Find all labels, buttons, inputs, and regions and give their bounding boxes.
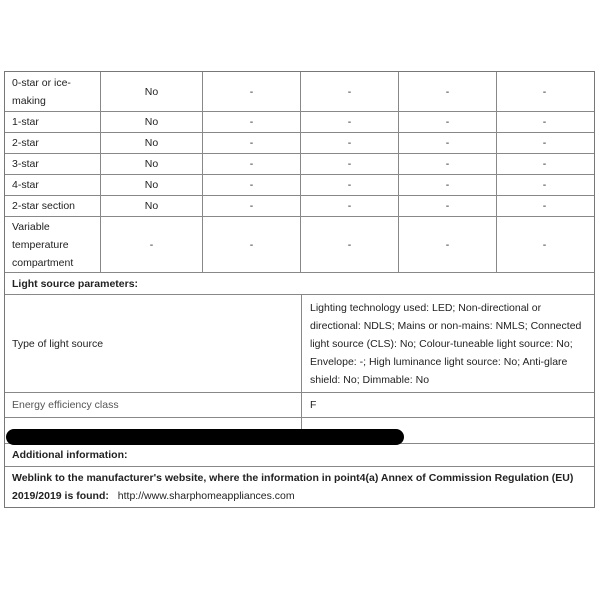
data-cell: -	[399, 112, 497, 132]
data-cell: -	[301, 175, 399, 195]
additional-information-heading: Additional information:	[12, 449, 128, 461]
table-row	[5, 393, 594, 418]
compartment-label: 0-star or ice-making	[5, 72, 101, 111]
data-cell: -	[301, 217, 399, 272]
table-row	[5, 133, 594, 154]
section-heading-row	[5, 444, 594, 467]
light-source-heading: Light source parameters:	[12, 277, 139, 290]
compartment-label: 2-star section	[5, 196, 101, 216]
compartment-value: No	[101, 154, 203, 174]
data-cell: -	[203, 196, 301, 216]
compartment-label: 4-star	[5, 175, 101, 195]
data-cell: -	[542, 238, 547, 251]
compartment-label: 1-star	[5, 112, 101, 132]
data-cell: -	[203, 175, 301, 195]
data-cell: -	[203, 217, 301, 272]
compartment-label: 2-star	[5, 133, 101, 153]
type-of-light-source-label: Type of light source	[5, 295, 302, 392]
weblink-cell	[5, 467, 594, 507]
table-row	[5, 217, 594, 273]
data-cell: -	[542, 137, 547, 149]
data-cell: -	[203, 112, 301, 132]
data-cell: -	[301, 196, 399, 216]
table-row	[5, 175, 594, 196]
compartment-value: -	[101, 217, 203, 272]
data-cell: -	[301, 112, 399, 132]
compartment-value: No	[101, 112, 203, 132]
data-cell: -	[203, 72, 301, 111]
compartment-label: 3-star	[5, 154, 101, 174]
table-row	[5, 112, 594, 133]
compartment-value: No	[101, 133, 203, 153]
weblink-description: Weblink to the manufacturer's website, where the information in point4(a) Annex of Commission Regulation (EU) 2019/2019 is found:	[12, 472, 574, 502]
compartment-value: No	[101, 72, 203, 111]
data-cell: -	[203, 133, 301, 153]
redaction-bar	[6, 429, 404, 445]
type-of-light-source-value: Lighting technology used: LED; Non-directional or directional: NDLS; Mains or non-mains: NMLS; Connected light source (CLS): No; Colour-tuneable light source: No; Envelope: -; High luminance light source: No; Anti-glare shield: No; Dimmable: No	[310, 301, 582, 386]
data-cell: -	[542, 116, 547, 128]
data-cell: -	[399, 72, 497, 111]
data-cell: -	[301, 133, 399, 153]
table-row	[5, 72, 594, 112]
data-cell: -	[399, 217, 497, 272]
data-cell: -	[542, 85, 547, 98]
data-cell: -	[399, 154, 497, 174]
data-cell: -	[203, 154, 301, 174]
manufacturer-url-link[interactable]: http://www.sharphomeappliances.com	[117, 490, 295, 502]
data-cell: -	[542, 158, 547, 170]
energy-efficiency-value: F	[310, 399, 317, 411]
table-row	[5, 196, 594, 217]
energy-efficiency-label: Energy efficiency class	[5, 393, 302, 417]
data-cell: -	[399, 196, 497, 216]
data-cell: -	[301, 154, 399, 174]
section-heading-row	[5, 273, 594, 295]
table-row	[5, 154, 594, 175]
table-row	[5, 467, 594, 507]
data-cell: -	[399, 175, 497, 195]
data-cell: -	[399, 133, 497, 153]
table-row	[5, 295, 594, 393]
compartment-label: Variable temperature compartment	[5, 217, 101, 272]
data-cell: -	[542, 200, 547, 212]
data-cell: -	[301, 72, 399, 111]
compartment-value: No	[101, 175, 203, 195]
data-cell: -	[542, 179, 547, 191]
compartment-value: No	[101, 196, 203, 216]
